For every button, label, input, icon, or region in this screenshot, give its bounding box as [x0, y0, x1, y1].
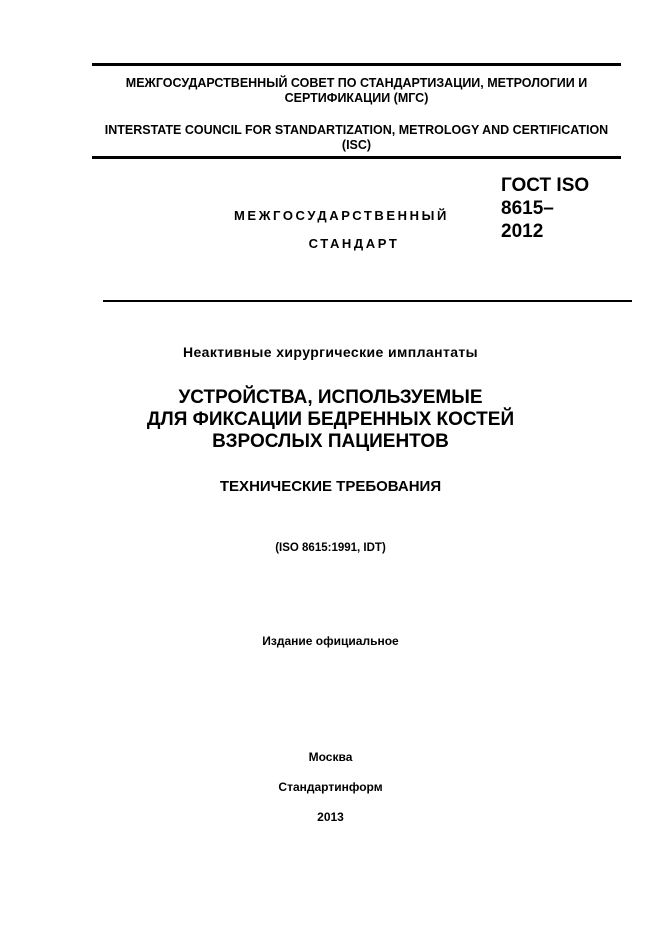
standard-type-line2: СТАНДАРТ — [308, 236, 400, 251]
standard-type-line1: МЕЖГОСУДАРСТВЕННЫЙ — [234, 208, 449, 223]
subject: Неактивные хирургические имплантаты — [182, 344, 478, 360]
title-line1: УСТРОЙСТВА, ИСПОЛЬЗУЕМЫЕ — [178, 387, 483, 408]
council-ru: МЕЖГОСУДАРСТВЕННЫЙ СОВЕТ ПО СТАНДАРТИЗАЦИИ, МЕТРОЛОГИИ И СЕРТИФИКАЦИИ (МГС) — [125, 76, 588, 105]
publisher: Стандартинформ — [278, 780, 383, 794]
edition: Издание официальное — [262, 634, 399, 648]
iso-reference: (ISO 8615:1991, IDT) — [275, 542, 386, 554]
council-bottom-rule — [92, 156, 621, 159]
designation-line2: 8615– — [501, 198, 554, 219]
header-bottom-rule — [103, 300, 632, 302]
title-line3: ВЗРОСЛЫХ ПАЦИЕНТОВ — [212, 431, 449, 452]
designation-line3: 2012 — [501, 221, 544, 242]
designation-line1: ГОСТ ISO — [501, 175, 590, 196]
year: 2013 — [317, 810, 344, 824]
subtitle: ТЕХНИЧЕСКИЕ ТРЕБОВАНИЯ — [219, 478, 442, 495]
top-rule — [92, 63, 621, 66]
council-en: INTERSTATE COUNCIL FOR STANDARTIZATION, METROLOGY AND CERTIFICATION (ISC) — [104, 123, 609, 152]
designation — [501, 174, 589, 243]
city: Москва — [308, 750, 353, 764]
document-title — [60, 387, 601, 453]
title-line2: ДЛЯ ФИКСАЦИИ БЕДРЕННЫХ КОСТЕЙ — [146, 409, 515, 430]
